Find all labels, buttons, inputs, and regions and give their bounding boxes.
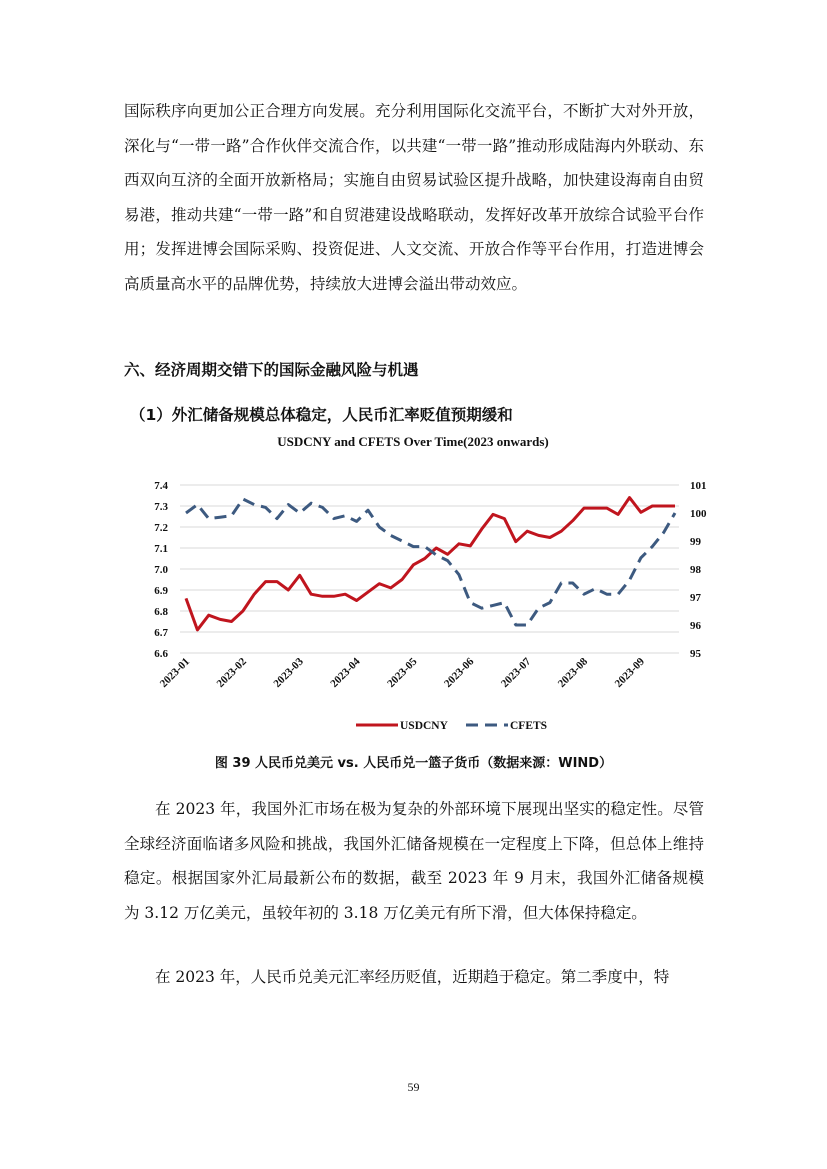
y-right-tick-label: 96 (690, 620, 701, 632)
y-left-tick-label: 7.1 (154, 543, 168, 555)
section-heading: 六、经济周期交错下的国际金融风险与机遇 (124, 361, 419, 379)
x-tick-label: 2023-02 (214, 655, 249, 691)
x-tick-label: 2023-06 (442, 655, 477, 691)
y-left-tick-label: 7.4 (154, 480, 168, 492)
y-right-tick-label: 97 (690, 592, 701, 604)
subsection-heading: （1）外汇储备规模总体稳定，人民币汇率贬值预期缓和 (130, 406, 513, 424)
x-tick-label: 2023-07 (498, 655, 534, 691)
y-left-tick-label: 6.7 (154, 627, 168, 639)
x-tick-label: 2023-04 (328, 655, 363, 691)
y-left-tick-label: 7.2 (154, 522, 168, 534)
y-right-tick-label: 101 (690, 480, 707, 492)
legend-label-usdcny: USDCNY (400, 720, 448, 732)
y-left-tick-label: 7.3 (154, 501, 168, 513)
y-right-tick-label: 98 (690, 564, 701, 576)
series-line-cfets (186, 499, 675, 625)
paragraph-reserves: 在 2023 年，我国外汇市场在极为复杂的外部环境下展现出坚实的稳定性。尽管全球经济面临诸多风险和挑战，我国外汇储备规模在一定程度上下降，但总体上维持稳定。根据国家外汇局最新公布的数据，截至 2023 年 9 月末，我国外汇储备规模为 3.12 万亿美元，虽较年初的 3.18 万亿美元有所下滑，但大体保持稳定。 (124, 800, 704, 922)
figure-caption: 图 39 人民币兑美元 vs. 人民币兑一篮子货币（数据来源：WIND） (214, 756, 613, 771)
x-tick-label: 2023-05 (385, 655, 420, 691)
page-number: 59 (407, 1080, 420, 1094)
y-left-tick-label: 6.8 (154, 606, 168, 618)
series-line-usdcny (186, 498, 675, 630)
y-right-tick-label: 95 (690, 648, 701, 660)
paragraph-intro: 国际秩序向更加公正合理方向发展。充分利用国际化交流平台，不断扩大对外开放，深化与“一带一路”合作伙伴交流合作，以共建“一带一路”推动形成陆海内外联动、东西双向互济的全面开放新格局；实施自由贸易试验区提升战略，加快建设海南自由贸易港，推动共建“一带一路”和自贸港建设战略联动，发挥好改革开放综合试验平台作用；发挥进博会国际采购、投资促进、人文交流、开放合作等平台作用，打造进博会高质量高水平的品牌优势，持续放大进博会溢出带动效应。 (124, 102, 704, 293)
y-left-tick-label: 6.9 (154, 585, 168, 597)
chart-title: USDCNY and CFETS Over Time(2023 onwards) (277, 434, 549, 449)
legend-label-cfets: CFETS (510, 720, 548, 732)
x-tick-label: 2023-03 (271, 655, 306, 691)
x-tick-label: 2023-01 (157, 655, 193, 691)
y-left-tick-label: 7.0 (154, 564, 168, 576)
x-tick-label: 2023-09 (612, 655, 648, 691)
y-left-tick-label: 6.6 (154, 648, 168, 660)
paragraph-rmb: 在 2023 年，人民币兑美元汇率经历贬值，近期趋于稳定。第二季度中，特 (155, 968, 670, 986)
y-right-tick-label: 100 (690, 508, 707, 520)
y-right-tick-label: 99 (690, 536, 701, 548)
x-tick-label: 2023-08 (555, 655, 591, 691)
